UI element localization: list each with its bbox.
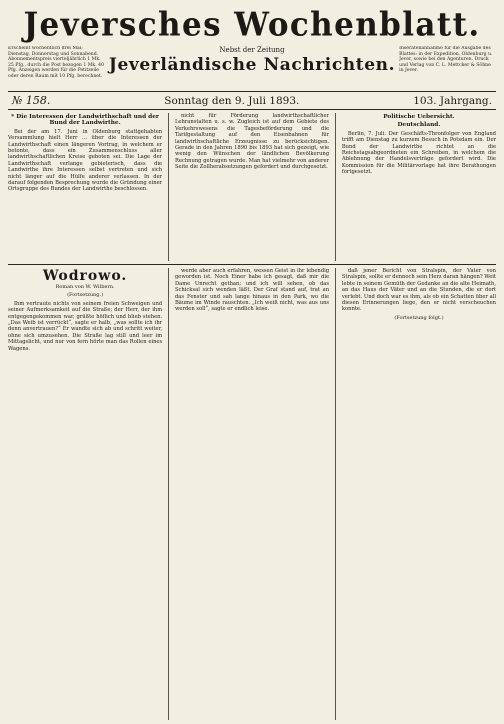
subhead-row [8,46,496,88]
lower-column-1 [8,268,162,720]
upper-column-3 [342,113,496,261]
column-divider [335,113,336,261]
germany-heading: Deutschland. [397,122,441,129]
continuation-note: (Fortsetzung.) [67,292,104,299]
upper-column-2 [175,113,329,261]
issue-year: 103. Jahrgang. [413,95,492,107]
feuilleton-text: daß jener Bericht von Stralspin, der Vater von Stralspin, sollte er dennoch sein Herz daran hängen? Weit lebte in seinem Gemüth der Gedanke an die alte Heimath, an das Haus der Väter und an die Stunden, die er dort verlebt. Und doch war es ihm, als ob ein Schatten über all diesen Erinnerungen liege, den er nicht verscheuchen konnte. [341,268,497,313]
subtitle-block [105,46,399,76]
nebst-label: Nebst der Zeitung [219,46,285,54]
feuilleton-byline: Roman von W. Wilbern. [55,284,115,290]
feuilleton-text: Ihm vertraute nichts von seinem freien Schweigen und seiner Aufmerksamkeit auf die Straße; der Herr, der ihm entgegengekommen war, grüßte höflich und blieb stehen. „Das Weib ist verrückt“, sagte er halb, „was sollte ich ihr denn anvertrauen?“ Er wandte sich ab und schritt weiter, ohne sich umzusehen. Die Straße lag still und leer im Mittagslicht, und nur von fern hörte man das Rollen eines Wagens. [8,300,163,352]
article-text: Bei der am 17. Juni in Oldenburg stattgehabten Versammlung hielt Herr ... über die Interessen der Landwirthschaft einen längeren Vortrag, in welchem er betonte, dass ein Zusammenschluss aller landwirthschaftlichen Kreise geboten sei. Die Lage der Landwirthschaft verlange gebieterisch, dass die Landwirthe ihre Interessen selbst vertreten und sich nicht länger auf die Hülfe anderer verlassen. In der darauf folgenden Besprechung wurde die Gründung einer Ortsgruppe des Bundes der Landwirthe beschlossen. [8,128,163,193]
newspaper-page [8,6,496,712]
lower-column-2 [175,268,329,720]
column-divider [168,113,169,261]
issue-row [8,91,496,110]
feuilleton-title: Wodrowo. [42,268,128,284]
section-divider [8,264,496,265]
to-be-continued: (Fortsetzung folgt.) [394,314,444,321]
article-heading: * Die Interessen der Landwirthschaft und der Bund der Landwirthe. [11,114,159,127]
issue-number: № 158. [12,94,51,107]
politics-heading: Politische Uebersicht. [383,114,455,120]
article-text: nicht für Förderung landwirthschaftlicher Lehranstalten u. s. w. Zugleich ist auf dem Gebiete des Verkehrswesens die Tagesbeförderung und die Tarifgestaltung auf den Eisenbahnen für landwirthschaftliche Erzeugnisse zu berücksichtigen. Gerade in den Jahren 1890 bis 1893 hat sich gezeigt, wie wenig den Wünschen der ländlichen Bevölkerung Rechnung getragen wurde. Man hat vielmehr von anderer Seite die Zollherabsetzungen gefordert und durchgesetzt. [174,113,330,171]
advertising-note: Inseratenannahme für die Ausgabe des Blattes: in der Expedition, Oldenburg u. Jever, sowie bei den Agenturen. Druck und Verlag von C. L. Mettcker & Söhne in Jever. [399,46,493,74]
article-text: Berlin, 7. Juli. Der Geschäfts-Thronfolger von England trifft am Dienstag zu kurzem Besuch in Potsdam ein. Der Bund der Landwirthe richtet an die Reichstagsabgeordneten ein Schreiben, in welchem die Ablehnung der Handelsverträge gefordert wird. Die Kommission für die Militärvorlage hat ihre Berathungen fortgesetzt. [341,130,497,176]
issue-date: Sonntag den 9. Juli 1893. [164,95,300,107]
masthead-title: Jeversches Wochenblatt. [23,6,481,44]
upper-columns [8,113,496,261]
column-divider [335,268,336,720]
subscription-note: Erscheint wöchentlich drei Mal: Dienstag, Donnerstag und Sonnabend. Abonnementspreis vierteljährlich 1 Mk. 25 Pfg., durch die Post bezogen 1 Mk. 40 Pfg. Anzeigen werden für die Petitzeile oder deren Raum mit 10 Pfg. berechnet. [8,46,104,79]
feuilleton-text: werde aber auch erfahren, wessen Geist in ihr lebendig geworden ist. Noch Einer habe ich gesagt, daß mir die Dame Unrecht gethan; und ich will sehen, ob das Schicksal sich wenden läßt. Der Graf stand auf, trat an das Fenster und sah lange hinaus in den Park, wo die Bäume im Winde rauschten. „Ich weiß nicht, was aus uns werden soll“, sagte er endlich leise. [174,268,330,313]
lower-column-3 [342,268,496,720]
upper-column-1 [8,113,162,261]
subtitle: Jeverländische Nachrichten. [108,55,396,75]
lower-columns [8,268,496,720]
column-divider [168,268,169,720]
